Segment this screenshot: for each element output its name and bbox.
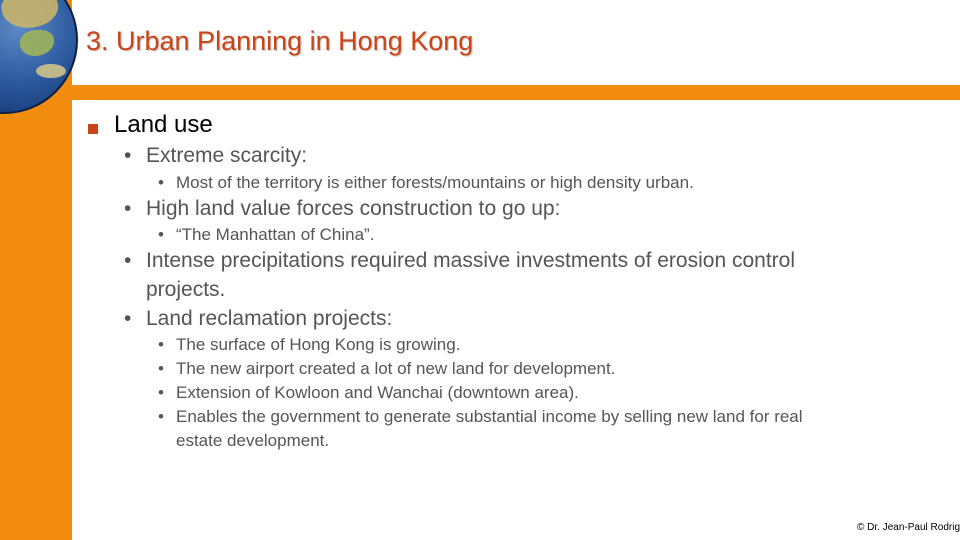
bullet-icon: • bbox=[158, 383, 164, 402]
bullet-icon: • bbox=[158, 173, 164, 192]
sub-bullet-text: The new airport created a lot of new land for development. bbox=[176, 359, 616, 378]
bullet-text: Extreme scarcity: bbox=[146, 144, 308, 167]
bullet-icon: • bbox=[158, 407, 164, 426]
square-bullet-icon bbox=[88, 124, 98, 134]
sub-bullet-text: “The Manhattan of China”. bbox=[176, 225, 375, 244]
bullet-icon: • bbox=[158, 335, 164, 354]
bullet-text: projects. bbox=[146, 278, 226, 301]
bullet-text: Land reclamation projects: bbox=[146, 307, 393, 330]
copyright-credit: © Dr. Jean-Paul Rodrig bbox=[857, 522, 960, 533]
bullet-icon: • bbox=[158, 225, 164, 244]
sub-bullet-text: Most of the territory is either forests/mountains or high density urban. bbox=[176, 173, 694, 192]
bullet-icon: • bbox=[124, 197, 132, 220]
bullet-icon: • bbox=[124, 249, 132, 272]
bullet-text: High land value forces construction to go up: bbox=[146, 197, 561, 220]
sub-bullet-text: estate development. bbox=[176, 431, 330, 450]
sub-bullet-text: Extension of Kowloon and Wanchai (downtown area). bbox=[176, 383, 579, 402]
sub-bullet-text: The surface of Hong Kong is growing. bbox=[176, 335, 461, 354]
bullet-icon: • bbox=[124, 307, 132, 330]
slide-title: 3. Urban Planning in Hong Kong bbox=[86, 26, 474, 56]
bullet-icon: • bbox=[158, 359, 164, 378]
sub-bullet-text: Enables the government to generate substantial income by selling new land for real bbox=[176, 407, 803, 426]
heading-text: Land use bbox=[114, 111, 213, 138]
bullet-icon: • bbox=[124, 144, 132, 167]
bullet-text: Intense precipitations required massive investments of erosion control bbox=[146, 249, 795, 272]
